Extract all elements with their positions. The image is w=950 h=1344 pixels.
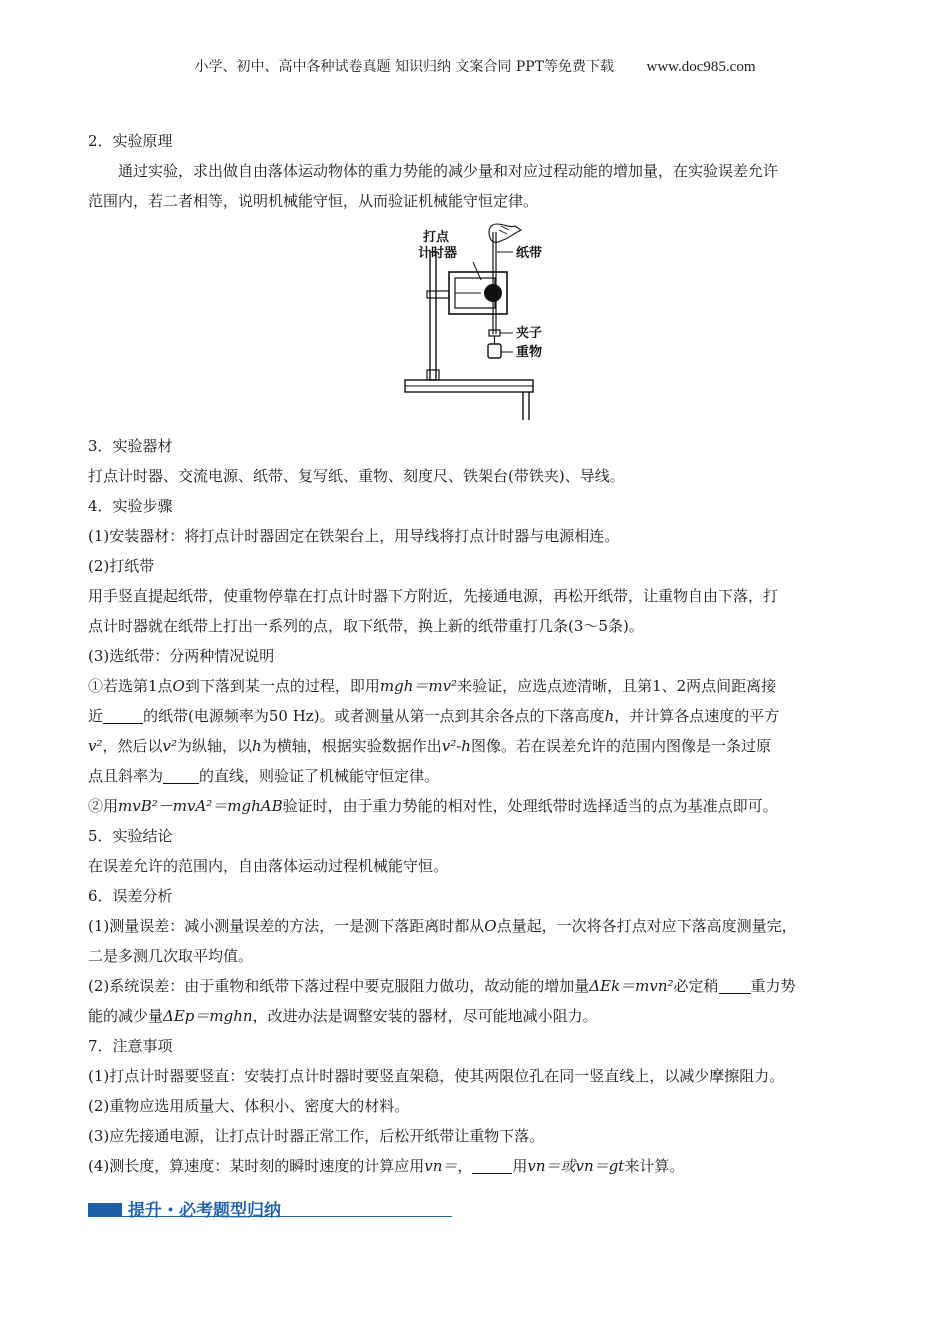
text: ②用 bbox=[88, 797, 119, 815]
error-1-line-1 bbox=[88, 911, 868, 941]
fill-blank[interactable] bbox=[163, 767, 199, 784]
step-3-item-a-line-4 bbox=[88, 761, 868, 791]
step-3-item-a-line-2 bbox=[88, 701, 868, 731]
error-2-line-2 bbox=[88, 1001, 868, 1031]
text: 必定稍 bbox=[673, 977, 719, 995]
text: 的纸带(电源频率为50 Hz)。或者测量从第一点到其余各点的下落高度 bbox=[143, 707, 605, 725]
text: 重力势 bbox=[750, 977, 796, 995]
header-url[interactable]: www.doc985.com bbox=[646, 59, 756, 75]
section-3-heading: 3．实验器材 bbox=[88, 437, 173, 455]
equation: mvB²－mvA²＝mghAB bbox=[118, 797, 283, 815]
text: ， bbox=[457, 1157, 473, 1175]
stand-rod bbox=[430, 252, 436, 380]
label-timer-line-1: 打点 bbox=[423, 230, 450, 245]
symbol-v2: v² bbox=[88, 737, 103, 755]
step-2-line-2: 点计时器就在纸带上打出一系列的点，取下纸带，换上新的纸带重打几条(3～5条)。 bbox=[88, 617, 644, 635]
label-timer-line-2: 计时器 bbox=[418, 246, 458, 261]
label-paper-tape: 纸带 bbox=[516, 246, 543, 261]
text: ①若选第1点 bbox=[88, 677, 173, 695]
step-3-item-a-line-1 bbox=[88, 671, 868, 701]
text: 为纵轴，以 bbox=[177, 737, 253, 755]
text: 近 bbox=[88, 707, 104, 725]
equation: vn＝或vn＝gt bbox=[527, 1157, 625, 1175]
fill-blank[interactable] bbox=[103, 707, 143, 724]
text: 点且斜率为 bbox=[88, 767, 164, 785]
note-3: (3)应先接通电源，让打点计时器正常工作，后松开纸带让重物下落。 bbox=[88, 1127, 545, 1145]
step-3-item-b bbox=[88, 791, 868, 821]
label-clip: 夹子 bbox=[516, 326, 543, 341]
text: 能的减少量 bbox=[88, 1007, 164, 1025]
text: ，并计算各点速度的平方 bbox=[614, 707, 780, 725]
error-1-line-2: 二是多测几次取平均值。 bbox=[88, 947, 254, 965]
step-3-title: (3)选纸带：分两种情况说明 bbox=[88, 647, 275, 665]
note-2: (2)重物应选用质量大、体积小、密度大的材料。 bbox=[88, 1097, 410, 1115]
step-2-title: (2)打纸带 bbox=[88, 557, 155, 575]
text: 点量起，一次将各打点对应下落高度测量完， bbox=[496, 917, 797, 935]
banner-accent-bar bbox=[88, 1203, 122, 1217]
clip bbox=[489, 330, 500, 336]
section-banner bbox=[88, 1193, 453, 1223]
label-weight: 重物 bbox=[516, 345, 543, 360]
banner-title: 提升・必考题型归纳 bbox=[128, 1201, 281, 1221]
note-1: (1)打点计时器要竖直：安装打点计时器时要竖直架稳，使其两限位孔在同一竖直线上，以减少摩擦阻力。 bbox=[88, 1067, 785, 1085]
fill-blank[interactable] bbox=[472, 1157, 512, 1174]
text: ，然后以 bbox=[102, 737, 163, 755]
equation: mgh＝mv² bbox=[379, 677, 458, 695]
apparatus-figure bbox=[88, 222, 868, 427]
error-2-line-1 bbox=[88, 971, 868, 1001]
weight bbox=[488, 344, 501, 358]
text: ，改进办法是调整安装的器材，尽可能地减小阻力。 bbox=[252, 1007, 598, 1025]
symbol-h: h bbox=[252, 737, 262, 755]
section-3-paragraph: 打点计时器、交流电源、纸带、复写纸、重物、刻度尺、铁架台(带铁夹)、导线。 bbox=[88, 467, 625, 485]
symbol-O: O bbox=[172, 677, 185, 695]
step-3-item-a-line-3 bbox=[88, 731, 868, 761]
symbol-h: h bbox=[604, 707, 615, 725]
fill-blank[interactable] bbox=[719, 977, 751, 994]
section-4-heading: 4．实验步骤 bbox=[88, 497, 173, 515]
text: 验证时，由于重力势能的相对性，处理纸带时选择适当的点为基准点即可。 bbox=[282, 797, 778, 815]
equation: vn＝ bbox=[424, 1157, 458, 1175]
page-header bbox=[0, 56, 950, 76]
text: 图像。若在误差允许的范围内图像是一条过原 bbox=[470, 737, 771, 755]
symbol-v2: v² bbox=[162, 737, 178, 755]
text: 用 bbox=[512, 1157, 528, 1175]
text: 的直线，则验证了机械能守恒定律。 bbox=[199, 767, 440, 785]
text: 来验证，应选点迹清晰，且第1、2两点间距离接 bbox=[457, 677, 777, 695]
section-2-paragraph-line-1: 通过实验，求出做自由落体运动物体的重力势能的减少量和对应过程动能的增加量，在实验误差允许 bbox=[118, 162, 779, 180]
section-2-heading: 2．实验原理 bbox=[88, 132, 173, 150]
section-2-paragraph-line-2: 范围内，若二者相等，说明机械能守恒，从而验证机械能守恒定律。 bbox=[88, 192, 539, 210]
step-1: (1)安装器材：将打点计时器固定在铁架台上，用导线将打点计时器与电源相连。 bbox=[88, 527, 620, 545]
text: 到下落到某一点的过程，即用 bbox=[184, 677, 380, 695]
section-5-paragraph: 在误差允许的范围内，自由落体运动过程机械能守恒。 bbox=[88, 857, 449, 875]
symbol-O: O bbox=[484, 917, 497, 935]
section-5-heading: 5．实验结论 bbox=[88, 827, 173, 845]
document-body bbox=[88, 126, 868, 1181]
step-2-line-1: 用手竖直提起纸带，使重物停靠在打点计时器下方附近，先接通电源，再松开纸带，让重物自由下落，打 bbox=[88, 587, 779, 605]
text: 来计算。 bbox=[624, 1157, 685, 1175]
section-7-heading: 7．注意事项 bbox=[88, 1037, 173, 1055]
header-text: 小学、初中、高中各种试卷真题 知识归纳 文案合同 PPT等免费下载 bbox=[194, 59, 615, 75]
text: (2)系统误差：由于重物和纸带下落过程中要克服阻力做功，故动能的增加量 bbox=[88, 977, 590, 995]
text: 为横轴，根据实验数据作出 bbox=[261, 737, 442, 755]
note-4 bbox=[88, 1151, 868, 1181]
symbol-v2-h: v²-h bbox=[441, 737, 471, 755]
equation: ΔEk＝mvn² bbox=[589, 977, 674, 995]
text: (1)测量误差：减小测量误差的方法，一是测下落距离时都从 bbox=[88, 917, 485, 935]
text: (4)测长度，算速度：某时刻的瞬时速度的计算应用 bbox=[88, 1157, 425, 1175]
equation: ΔEp＝mghn bbox=[163, 1007, 253, 1025]
section-6-heading: 6．误差分析 bbox=[88, 887, 173, 905]
